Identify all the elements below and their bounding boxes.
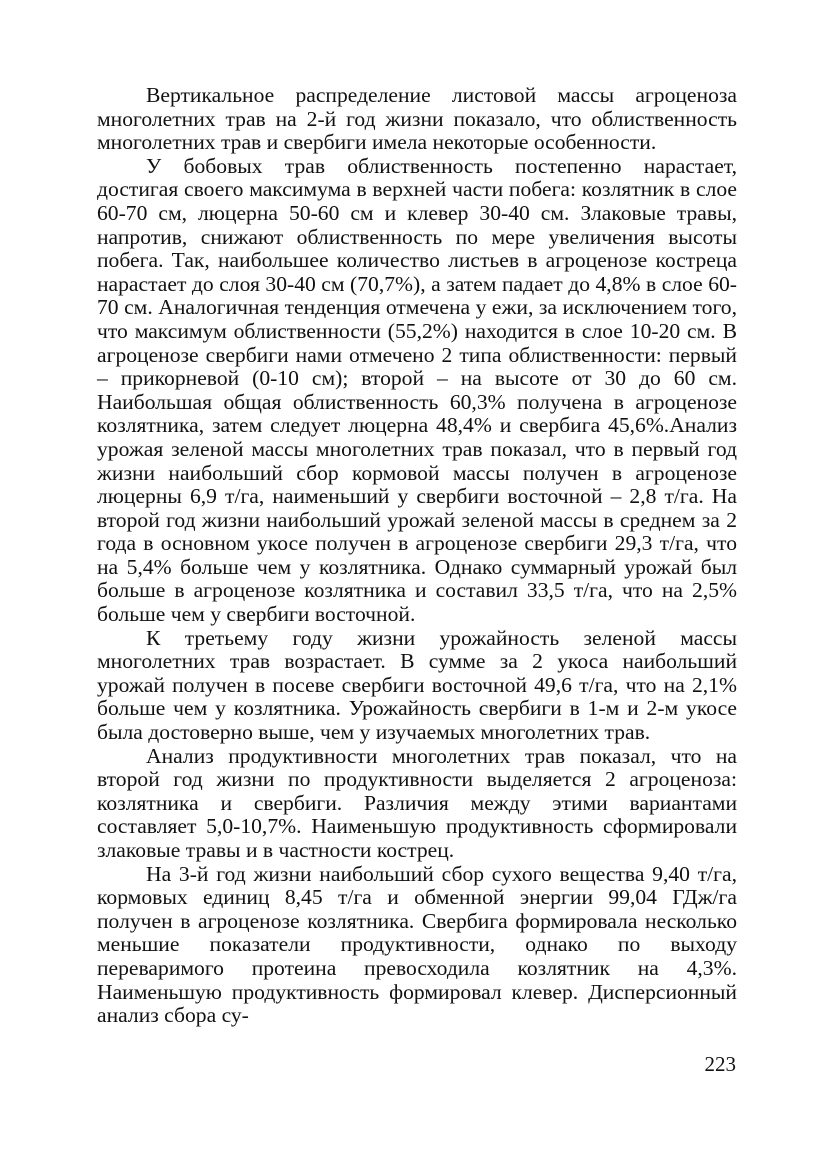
body-text — [97, 84, 737, 1028]
paragraph: К третьему году жизни урожайность зеленой массы многолетних трав возрастает. В сумме за 2 укоса наибольший урожай получен в посеве свербиги восточной 49,6 т/га, что на 2,1% больше чем у козлятника. Урожайность свербиги в 1-м и 2-м укосе была достоверно выше, чем у изучаемых многолетних трав. — [97, 625, 737, 745]
paragraph: Анализ продуктивности многолетних трав показал, что на второй год жизни по продуктивности выделяется 2 агроценоза: козлятника и свербиги. Различия между этими вариантами составляет 5,0-10,7%. Наименьшую продуктивность сформировали злаковые травы и в частности кострец. — [97, 743, 737, 862]
page-number: 223 — [704, 1052, 736, 1076]
paragraph: На 3-й год жизни наибольший сбор сухого вещества 9,40 т/га, кормовых единиц 8,45 т/га и обменной энергии 99,04 ГДж/га получен в агроценозе козлятника. Свербига формировала несколько меньшие показатели продуктивности, однако по выходу переваримого протеина превосходила козлятник на 4,3%. Наименьшую продуктивность формировал клевер. Дисперсионный анализ сбора су- — [97, 861, 737, 1028]
paragraph: У бобовых трав облиственность постепенно нарастает, достигая своего максимума в верхней части побега: козлятник в слое 60-70 см, люцерна 50-60 см и клевер 30-40 см. Злаковые травы, напротив, снижают облиственность по мере увеличения высоты побега. Так, наибольшее количество листьев в агроценозе кострeца нарастает до слоя 30-40 см (70,7%), а затем падает до 4,8% в слое 60-70 см. Аналогичная тенденция отмечена у ежи, за исключением того, что максимум облиственности (55,2%) находится в слое 10-20 см. В агроценозе свербиги нами отмечено 2 типа облиственности: первый – прикорневой (0-10 см); второй – на высоте от 30 до 60 см. Наибольшая общая облиственность 60,3% получена в агроценозе козлятника, затем следует люцерна 48,4% и свербига 45,6%.Анализ урожая зеленой массы многолетних трав показал, что в первый год жизни наибольший сбор кормовой массы получен в агроценозе люцерны 6,9 т/га, наименьший у свербиги восточной – 2,8 т/га. На второй год жизни наибольший урожай зеленой массы в среднем за 2 года в основном укосе получен в агроценозе свербиги 29,3 т/га, что на 5,4% больше чем у козлятника. Однако суммарный урожай был больше в агроценозе козлятника и составил 33,5 т/га, что на 2,5% больше чем у свербиги восточной. — [97, 153, 737, 627]
paragraph: Вертикальное распределение листовой массы агроценоза многолетних трав на 2-й год жизни показало, что облиственность многолетних трав и свербиги имела некоторые особенности. — [97, 83, 737, 155]
